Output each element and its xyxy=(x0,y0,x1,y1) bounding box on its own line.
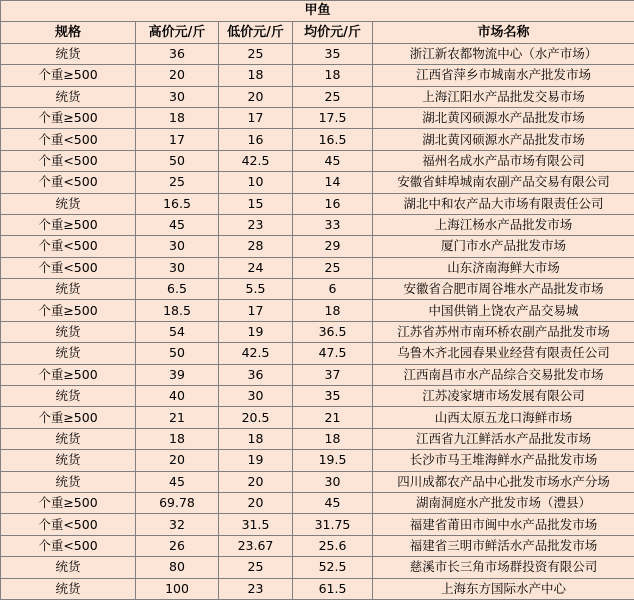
high-price-cell: 20 xyxy=(136,65,219,86)
spec-cell: 个重≥500 xyxy=(1,65,136,86)
table-row xyxy=(1,65,634,86)
avg-price-cell: 35 xyxy=(293,386,373,407)
spec-cell: 个重<500 xyxy=(1,172,136,193)
avg-price-cell: 18 xyxy=(293,65,373,86)
high-price-cell: 17 xyxy=(136,129,219,150)
spec-cell: 个重≥500 xyxy=(1,407,136,428)
low-price-cell: 17 xyxy=(219,107,293,128)
high-price-cell: 30 xyxy=(136,86,219,107)
high-price-cell: 30 xyxy=(136,257,219,278)
market-name-cell: 安徽省合肥市周谷堆水产品批发市场 xyxy=(373,279,634,300)
table-row xyxy=(1,450,634,471)
market-name-cell: 福州名成水产品市场有限公司 xyxy=(373,150,634,171)
high-price-cell: 50 xyxy=(136,150,219,171)
avg-price-cell: 25 xyxy=(293,86,373,107)
low-price-cell: 17 xyxy=(219,300,293,321)
avg-price-cell: 16.5 xyxy=(293,129,373,150)
avg-price-cell: 25.6 xyxy=(293,535,373,556)
header-market-name: 市场名称 xyxy=(373,22,634,43)
spec-cell: 个重<500 xyxy=(1,129,136,150)
table-row xyxy=(1,492,634,513)
low-price-cell: 23 xyxy=(219,578,293,599)
table-title: 甲鱼 xyxy=(1,1,634,22)
avg-price-cell: 6 xyxy=(293,279,373,300)
avg-price-cell: 30 xyxy=(293,471,373,492)
avg-price-cell: 31.75 xyxy=(293,514,373,535)
market-name-cell: 江西省萍乡市城南水产批发市场 xyxy=(373,65,634,86)
table-row xyxy=(1,386,634,407)
high-price-cell: 45 xyxy=(136,214,219,235)
spec-cell: 个重<500 xyxy=(1,514,136,535)
high-price-cell: 25 xyxy=(136,172,219,193)
market-name-cell: 福建省三明市鲜活水产品批发市场 xyxy=(373,535,634,556)
header-low-price: 低价元/斤 xyxy=(219,22,293,43)
table-row xyxy=(1,364,634,385)
low-price-cell: 15 xyxy=(219,193,293,214)
high-price-cell: 39 xyxy=(136,364,219,385)
table-row xyxy=(1,193,634,214)
market-name-cell: 中国供销上饶农产品交易城 xyxy=(373,300,634,321)
avg-price-cell: 19.5 xyxy=(293,450,373,471)
avg-price-cell: 45 xyxy=(293,150,373,171)
high-price-cell: 100 xyxy=(136,578,219,599)
market-name-cell: 湖北黄冈硕源水产品批发市场 xyxy=(373,129,634,150)
spec-cell: 个重≥500 xyxy=(1,107,136,128)
spec-cell: 统货 xyxy=(1,193,136,214)
table-row xyxy=(1,86,634,107)
high-price-cell: 36 xyxy=(136,43,219,64)
low-price-cell: 23.67 xyxy=(219,535,293,556)
avg-price-cell: 18 xyxy=(293,300,373,321)
avg-price-cell: 61.5 xyxy=(293,578,373,599)
avg-price-cell: 25 xyxy=(293,257,373,278)
market-name-cell: 上海东方国际水产中心 xyxy=(373,578,634,599)
spec-cell: 统货 xyxy=(1,86,136,107)
low-price-cell: 16 xyxy=(219,129,293,150)
high-price-cell: 50 xyxy=(136,343,219,364)
low-price-cell: 28 xyxy=(219,236,293,257)
high-price-cell: 20 xyxy=(136,450,219,471)
table-row xyxy=(1,107,634,128)
spec-cell: 统货 xyxy=(1,386,136,407)
spec-cell: 个重<500 xyxy=(1,535,136,556)
low-price-cell: 20 xyxy=(219,471,293,492)
market-name-cell: 江苏省苏州市南环桥农副产品批发市场 xyxy=(373,321,634,342)
market-name-cell: 湖北黄冈硕源水产品批发市场 xyxy=(373,107,634,128)
table-row xyxy=(1,514,634,535)
market-name-cell: 湖南洞庭水产批发市场（澧县） xyxy=(373,492,634,513)
spec-cell: 个重≥500 xyxy=(1,364,136,385)
spec-cell: 统货 xyxy=(1,578,136,599)
header-spec: 规格 xyxy=(1,22,136,43)
high-price-cell: 80 xyxy=(136,557,219,578)
low-price-cell: 10 xyxy=(219,172,293,193)
avg-price-cell: 29 xyxy=(293,236,373,257)
low-price-cell: 25 xyxy=(219,557,293,578)
low-price-cell: 20.5 xyxy=(219,407,293,428)
market-name-cell: 江西南昌市水产品综合交易批发市场 xyxy=(373,364,634,385)
market-name-cell: 上海江杨水产品批发市场 xyxy=(373,214,634,235)
table-row xyxy=(1,471,634,492)
market-name-cell: 江西省九江鲜活水产品批发市场 xyxy=(373,428,634,449)
avg-price-cell: 33 xyxy=(293,214,373,235)
market-name-cell: 慈溪市长三角市场群投资有限公司 xyxy=(373,557,634,578)
spec-cell: 个重<500 xyxy=(1,150,136,171)
table-row xyxy=(1,557,634,578)
spec-cell: 个重≥500 xyxy=(1,492,136,513)
avg-price-cell: 47.5 xyxy=(293,343,373,364)
market-name-cell: 四川成都农产品中心批发市场水产分场 xyxy=(373,471,634,492)
spec-cell: 统货 xyxy=(1,471,136,492)
low-price-cell: 31.5 xyxy=(219,514,293,535)
spec-cell: 统货 xyxy=(1,343,136,364)
high-price-cell: 32 xyxy=(136,514,219,535)
market-name-cell: 福建省莆田市闽中水产品批发市场 xyxy=(373,514,634,535)
market-name-cell: 长沙市马王堆海鲜水产品批发市场 xyxy=(373,450,634,471)
high-price-cell: 54 xyxy=(136,321,219,342)
low-price-cell: 42.5 xyxy=(219,343,293,364)
low-price-cell: 20 xyxy=(219,492,293,513)
header-high-price: 高价元/斤 xyxy=(136,22,219,43)
spec-cell: 个重<500 xyxy=(1,257,136,278)
table-row xyxy=(1,129,634,150)
high-price-cell: 30 xyxy=(136,236,219,257)
high-price-cell: 40 xyxy=(136,386,219,407)
low-price-cell: 20 xyxy=(219,86,293,107)
table-row xyxy=(1,321,634,342)
spec-cell: 统货 xyxy=(1,428,136,449)
low-price-cell: 24 xyxy=(219,257,293,278)
market-name-cell: 乌鲁木齐北园春果业经营有限责任公司 xyxy=(373,343,634,364)
low-price-cell: 18 xyxy=(219,428,293,449)
table-row xyxy=(1,150,634,171)
high-price-cell: 21 xyxy=(136,407,219,428)
low-price-cell: 30 xyxy=(219,386,293,407)
table-row xyxy=(1,43,634,64)
avg-price-cell: 52.5 xyxy=(293,557,373,578)
market-name-cell: 山西太原五龙口海鲜市场 xyxy=(373,407,634,428)
avg-price-cell: 21 xyxy=(293,407,373,428)
spec-cell: 个重≥500 xyxy=(1,300,136,321)
avg-price-cell: 36.5 xyxy=(293,321,373,342)
spec-cell: 个重<500 xyxy=(1,236,136,257)
market-name-cell: 安徽省蚌埠城南农副产品交易有限公司 xyxy=(373,172,634,193)
table-row xyxy=(1,172,634,193)
avg-price-cell: 16 xyxy=(293,193,373,214)
table-row xyxy=(1,407,634,428)
low-price-cell: 19 xyxy=(219,450,293,471)
avg-price-cell: 35 xyxy=(293,43,373,64)
low-price-cell: 25 xyxy=(219,43,293,64)
table-row xyxy=(1,535,634,556)
market-name-cell: 浙江新农都物流中心（水产市场） xyxy=(373,43,634,64)
market-name-cell: 厦门市水产品批发市场 xyxy=(373,236,634,257)
table-row xyxy=(1,236,634,257)
high-price-cell: 18.5 xyxy=(136,300,219,321)
spec-cell: 统货 xyxy=(1,450,136,471)
low-price-cell: 5.5 xyxy=(219,279,293,300)
spec-cell: 统货 xyxy=(1,557,136,578)
market-name-cell: 上海江阳水产品批发交易市场 xyxy=(373,86,634,107)
table-row xyxy=(1,343,634,364)
table-row xyxy=(1,428,634,449)
avg-price-cell: 18 xyxy=(293,428,373,449)
avg-price-cell: 14 xyxy=(293,172,373,193)
high-price-cell: 6.5 xyxy=(136,279,219,300)
high-price-cell: 18 xyxy=(136,107,219,128)
spec-cell: 个重≥500 xyxy=(1,214,136,235)
high-price-cell: 45 xyxy=(136,471,219,492)
avg-price-cell: 37 xyxy=(293,364,373,385)
high-price-cell: 26 xyxy=(136,535,219,556)
high-price-cell: 16.5 xyxy=(136,193,219,214)
low-price-cell: 42.5 xyxy=(219,150,293,171)
low-price-cell: 18 xyxy=(219,65,293,86)
low-price-cell: 23 xyxy=(219,214,293,235)
low-price-cell: 19 xyxy=(219,321,293,342)
table-row xyxy=(1,279,634,300)
avg-price-cell: 17.5 xyxy=(293,107,373,128)
high-price-cell: 69.78 xyxy=(136,492,219,513)
market-name-cell: 山东济南海鲜大市场 xyxy=(373,257,634,278)
market-name-cell: 江苏凌家塘市场发展有限公司 xyxy=(373,386,634,407)
market-name-cell: 湖北中和农产品大市场有限责任公司 xyxy=(373,193,634,214)
high-price-cell: 18 xyxy=(136,428,219,449)
low-price-cell: 36 xyxy=(219,364,293,385)
spec-cell: 统货 xyxy=(1,279,136,300)
avg-price-cell: 45 xyxy=(293,492,373,513)
header-avg-price: 均价元/斤 xyxy=(293,22,373,43)
spec-cell: 统货 xyxy=(1,321,136,342)
spec-cell: 统货 xyxy=(1,43,136,64)
table-row xyxy=(1,257,634,278)
table-row xyxy=(1,214,634,235)
table-row xyxy=(1,300,634,321)
